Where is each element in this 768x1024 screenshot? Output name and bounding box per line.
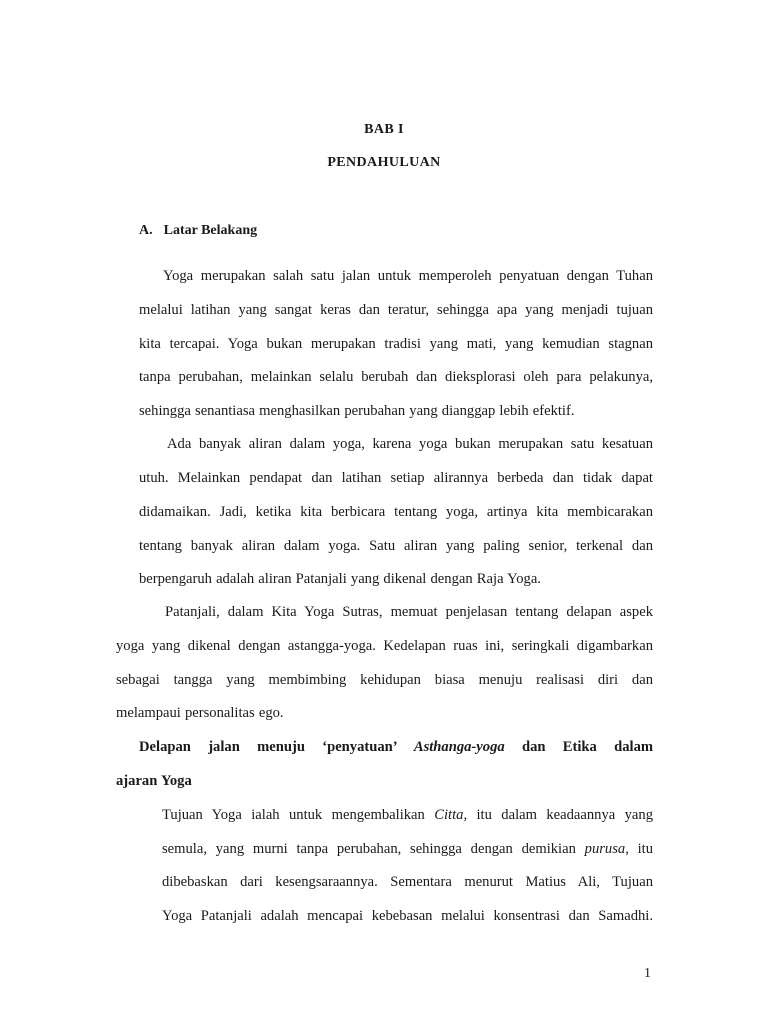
para2-line: utuh. Melainkan pendapat dan latihan setiap alirannya berbeda dan tidak dapat [139, 470, 653, 486]
para3-line: melampaui personalitas ego. [116, 705, 284, 721]
subheading-italic-term: Asthanga-yoga [413, 739, 505, 755]
para3-line: yoga yang dikenal dengan astangga-yoga. Kedelapan ruas ini, seringkali digambarkan [116, 638, 653, 654]
para2-line: berpengaruh adalah aliran Patanjali yang dikenal dengan Raja Yoga. [139, 571, 541, 587]
para2-line: Ada banyak aliran dalam yoga, karena yoga bukan merupakan satu kesatuan [167, 436, 653, 452]
para3-line: sebagai tangga yang membimbing kehidupan biasa menuju realisasi diri dan [116, 672, 653, 688]
chapter-title: PENDAHULUAN [327, 155, 441, 170]
subheading-word: menuju [257, 739, 305, 755]
para4-line: Yoga Patanjali adalah mencapai kebebasan melalui konsentrasi dan Samadhi. [162, 908, 653, 924]
para1-line: kita tercapai. Yoga bukan merupakan tradisi yang mati, yang kemudian stagnan [139, 336, 653, 352]
page-number: 1 [644, 966, 651, 981]
subheading-word: jalan [208, 739, 240, 755]
para4-line: Tujuan Yoga ialah untuk mengembalikan Citta, itu dalam keadaannya yang [162, 807, 653, 823]
subheading-line [139, 738, 653, 756]
subheading-word: Etika dalam [562, 739, 654, 755]
para1-line: tanpa perubahan, melainkan selalu berubah dan dieksplorasi oleh para pelakunya, [139, 369, 653, 385]
subheading-word: dan [521, 739, 546, 755]
para2-line: tentang banyak aliran dalam yoga. Satu aliran yang paling senior, terkenal dan [139, 538, 653, 554]
section-heading [139, 223, 257, 239]
term-citta: Citta [434, 807, 464, 823]
para1-line: Yoga merupakan salah satu jalan untuk memperoleh penyatuan dengan Tuhan [163, 268, 653, 284]
subheading-line-2: ajaran Yoga [116, 773, 192, 789]
subheading-word: Delapan [139, 739, 191, 755]
subheading-word: ‘penyatuan’ [322, 739, 397, 755]
section-marker: A. [139, 223, 153, 238]
para4-line: semula, yang murni tanpa perubahan, sehingga dengan demikian purusa, itu [162, 841, 653, 857]
para1-line: sehingga senantiasa menghasilkan perubahan yang dianggap lebih efektif. [139, 403, 575, 419]
term-purusa: purusa [584, 841, 626, 857]
chapter-number: BAB I [364, 122, 404, 137]
para3-line: Patanjali, dalam Kita Yoga Sutras, memuat penjelasan tentang delapan aspek [165, 604, 653, 620]
para4-line: dibebaskan dari kesengsaraannya. Sementara menurut Matius Ali, Tujuan [162, 874, 653, 890]
para2-line: didamaikan. Jadi, ketika kita berbicara tentang yoga, artinya kita membicarakan [139, 504, 653, 520]
para1-line: melalui latihan yang sangat keras dan teratur, sehingga apa yang menjadi tujuan [139, 302, 653, 318]
section-title: Latar Belakang [163, 223, 258, 238]
